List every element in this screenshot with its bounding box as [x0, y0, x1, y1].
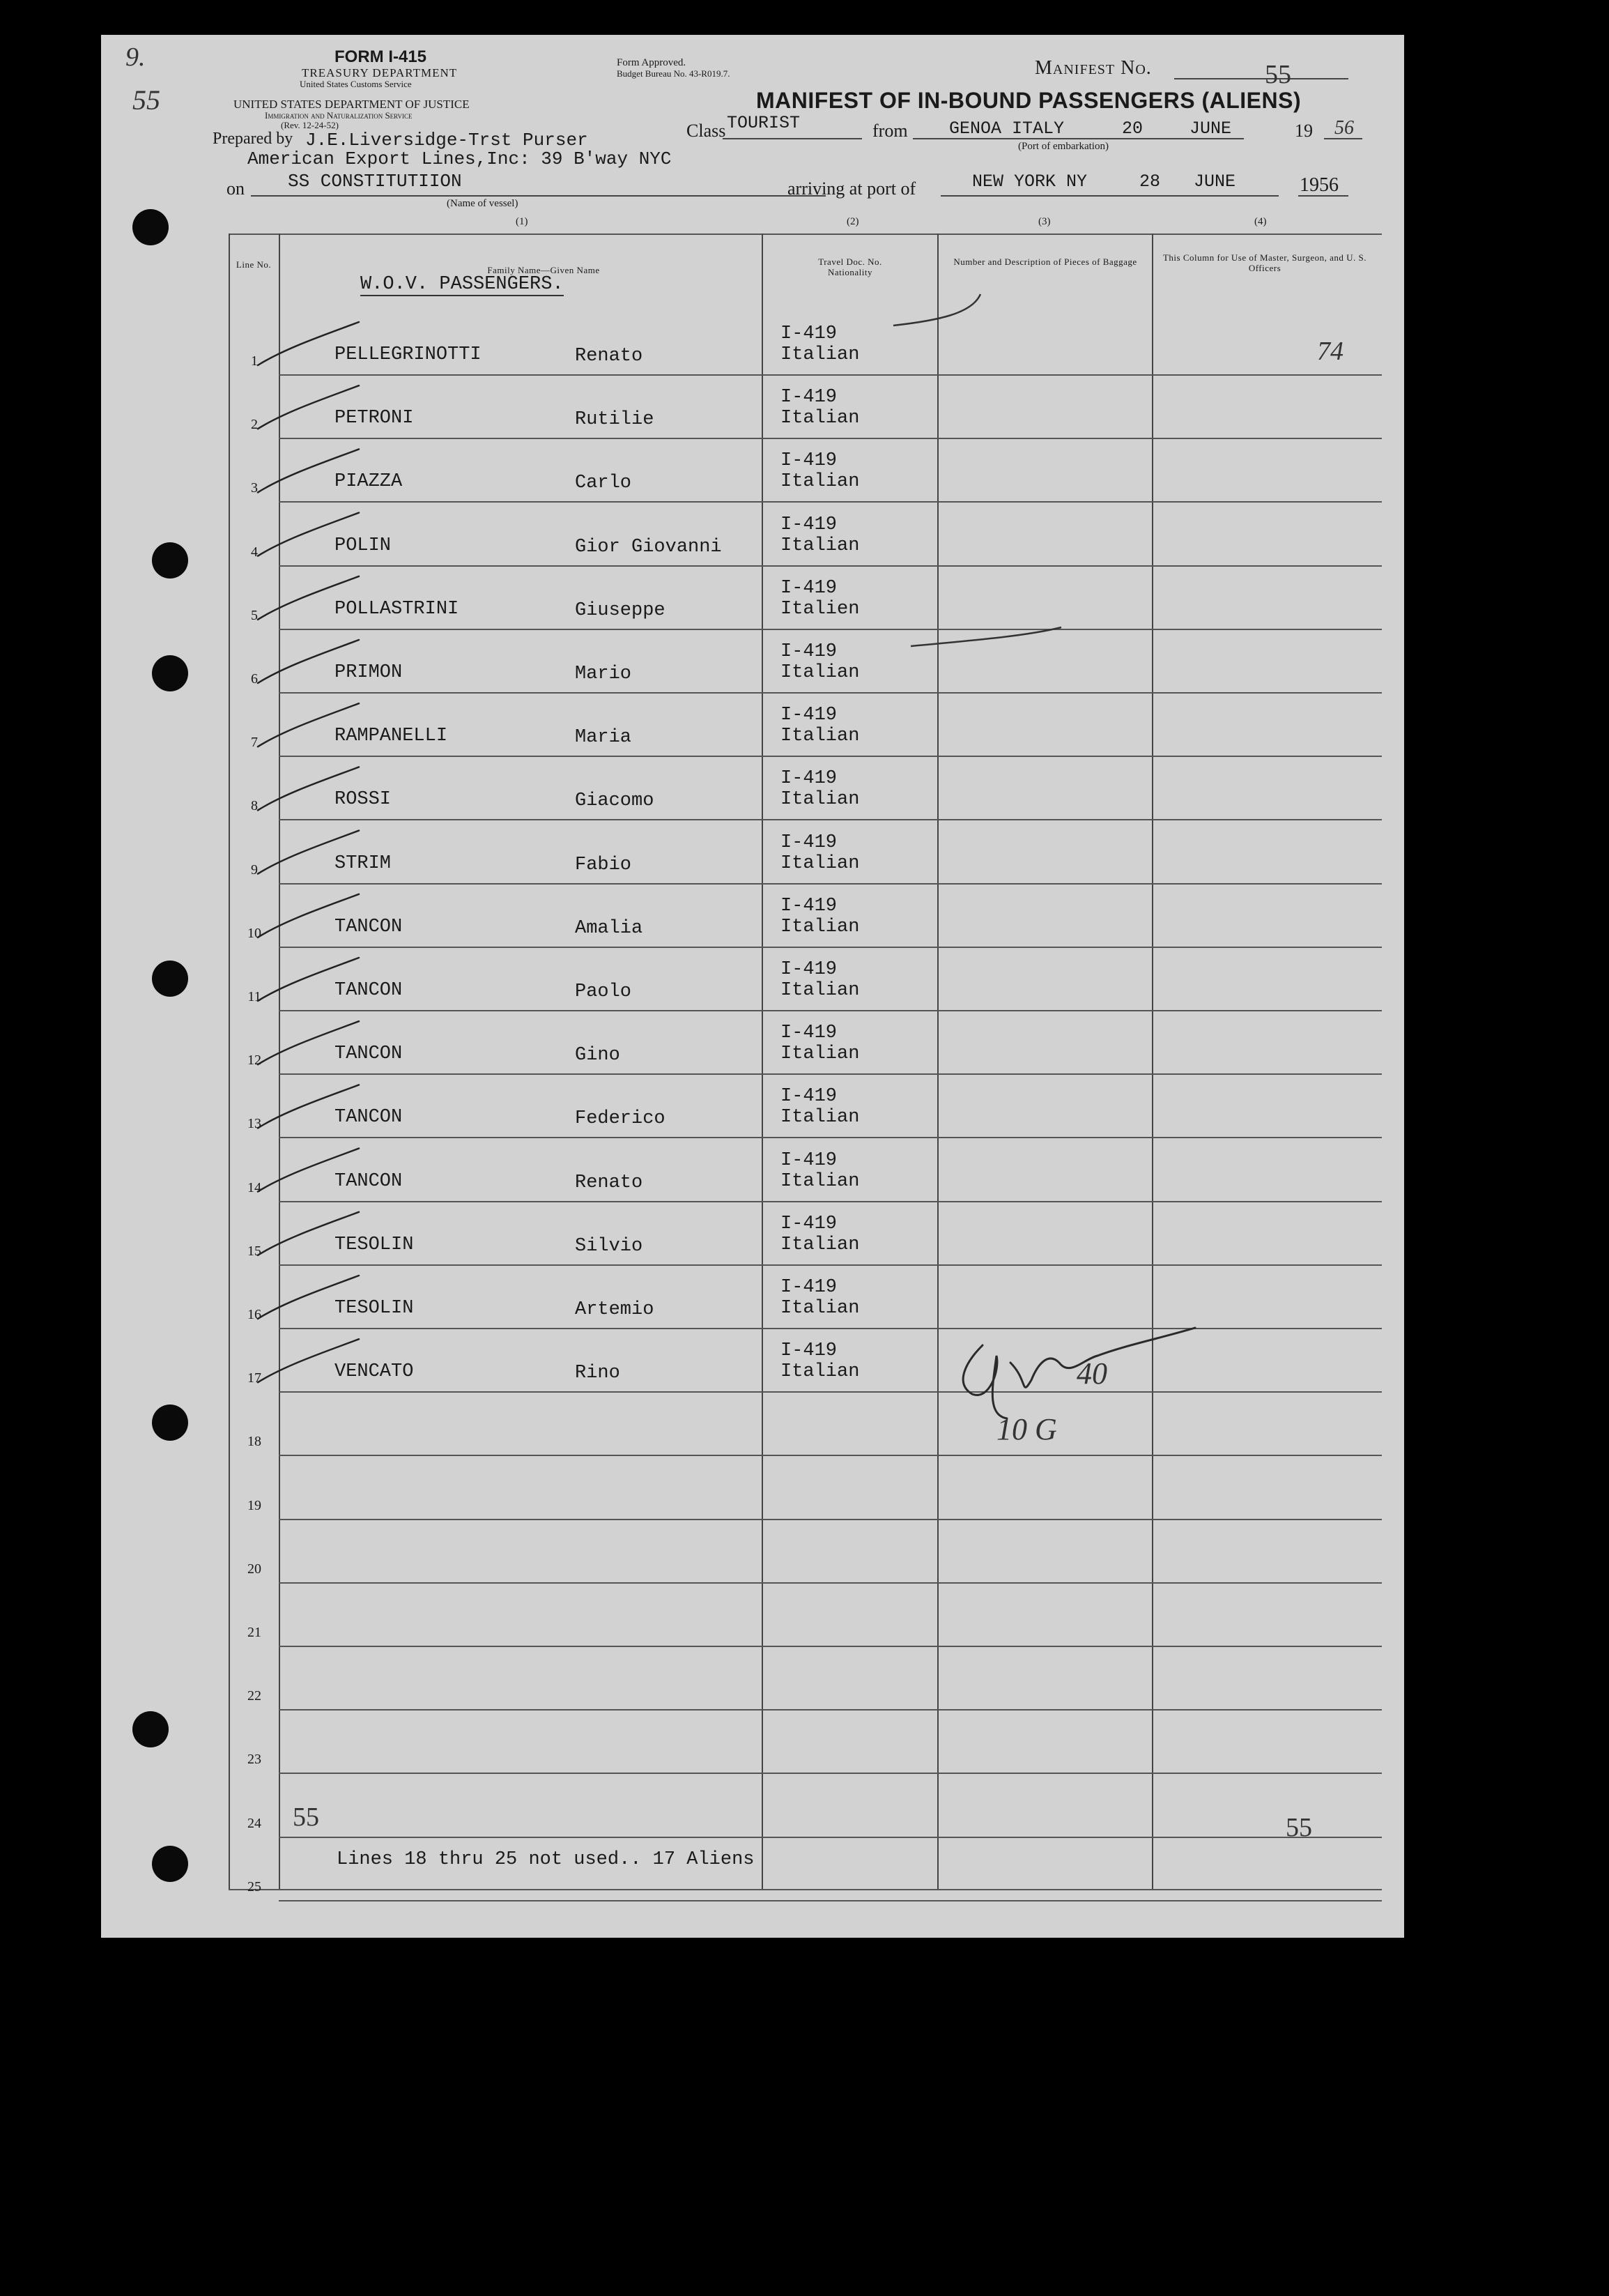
- family-name: TANCON: [334, 1043, 403, 1065]
- margin-mark-55: 55: [132, 84, 160, 116]
- on-label: on: [226, 178, 245, 199]
- year-prefix-1: 19: [1295, 121, 1313, 141]
- family-name: POLLASTRINI: [334, 598, 459, 620]
- given-name: Giacomo: [575, 790, 654, 812]
- given-name: Rino: [575, 1363, 620, 1384]
- col-num-2: (2): [847, 216, 859, 227]
- line-number: 9: [251, 862, 258, 878]
- checkmark: [258, 767, 359, 810]
- nationality: Italian: [780, 408, 860, 429]
- line-number: 17: [247, 1370, 261, 1386]
- nationality: Italian: [780, 980, 860, 1001]
- nationality: Italian: [780, 471, 860, 493]
- prepared-by-value: J.E.Liversidge-Trst Purser: [305, 130, 588, 151]
- given-name: Federico: [575, 1108, 665, 1130]
- family-name: RAMPANELLI: [334, 726, 448, 747]
- budget-bureau: Budget Bureau No. 43-R019.7.: [617, 68, 730, 79]
- header-officers: This Column for Use of Master, Surgeon, and U. S. Officers: [1162, 252, 1367, 273]
- checkmark: [258, 1276, 359, 1319]
- nationality: Italian: [780, 535, 860, 556]
- checkmark: [258, 449, 359, 492]
- binder-hole: [152, 961, 188, 997]
- prepared-by-label: Prepared by: [213, 130, 293, 148]
- travel-doc-number: I-419: [780, 450, 838, 472]
- family-name: TANCON: [334, 916, 403, 937]
- checkmark: [258, 640, 359, 683]
- travel-doc-number: I-419: [780, 1213, 838, 1234]
- binder-hole: [132, 1711, 169, 1747]
- checkmark: [258, 703, 359, 747]
- line-number: 4: [251, 544, 258, 560]
- travel-doc-number: I-419: [780, 1086, 838, 1108]
- family-name: TANCON: [334, 1170, 403, 1192]
- checkmark: [258, 1085, 359, 1128]
- from-label: from: [872, 121, 908, 141]
- line-number: 16: [247, 1307, 261, 1322]
- line-number: 24: [247, 1815, 261, 1831]
- baggage-stroke-row1: [893, 294, 980, 326]
- arrival-year: 1956: [1300, 174, 1339, 196]
- travel-doc-number: I-419: [780, 959, 838, 980]
- customs-service: United States Customs Service: [300, 79, 412, 89]
- nationality: Italian: [780, 1170, 860, 1192]
- manifest-label: Manifest No.: [1035, 57, 1152, 79]
- line-number: 14: [247, 1179, 261, 1195]
- nationality: Italian: [780, 789, 860, 811]
- header-baggage: Number and Description of Pieces of Baggage: [953, 257, 1137, 267]
- checkmark: [258, 322, 359, 365]
- travel-doc-number: I-419: [780, 323, 838, 344]
- given-name: Mario: [575, 664, 632, 684]
- family-name: PETRONI: [334, 408, 414, 429]
- given-name: Artemio: [575, 1299, 654, 1320]
- line-number: 6: [251, 671, 258, 687]
- nationality: Italian: [780, 1107, 860, 1128]
- footer-right-number: 55: [1286, 1813, 1312, 1842]
- checkmark: [258, 1339, 359, 1382]
- line-number: 5: [251, 607, 258, 623]
- line-number: 15: [247, 1243, 261, 1259]
- travel-doc-number: I-419: [780, 895, 838, 917]
- travel-doc-number: I-419: [780, 768, 838, 790]
- given-name: Paolo: [575, 981, 632, 1002]
- family-name: PRIMON: [334, 662, 403, 683]
- line-number: 19: [247, 1497, 261, 1513]
- line-number: 13: [247, 1116, 261, 1132]
- arrival-day: 28: [1139, 171, 1161, 192]
- arrival-port: NEW YORK NY: [972, 171, 1088, 192]
- col-num-3: (3): [1038, 216, 1051, 227]
- year-suffix-1: 56: [1334, 117, 1354, 139]
- family-name: TESOLIN: [334, 1298, 414, 1319]
- given-name: Renato: [575, 346, 643, 367]
- handwritten-40: 40: [1077, 1356, 1107, 1391]
- travel-doc-number: I-419: [780, 705, 838, 726]
- line-number: 12: [247, 1053, 261, 1069]
- col-num-1: (1): [516, 216, 528, 227]
- nationality: Italian: [780, 1298, 860, 1319]
- given-name: Gino: [575, 1045, 620, 1066]
- checkmark: [258, 513, 359, 556]
- given-name: Amalia: [575, 917, 643, 939]
- line-number: 10: [247, 925, 261, 941]
- port-embarkation-note: (Port of embarkation): [1018, 141, 1109, 152]
- binder-hole: [152, 1405, 188, 1441]
- family-name: PELLEGRINOTTI: [334, 344, 482, 365]
- col-num-4: (4): [1254, 216, 1267, 227]
- officer-note: 74: [1317, 337, 1344, 366]
- family-name: VENCATO: [334, 1361, 414, 1383]
- travel-doc-number: I-419: [780, 514, 838, 535]
- checkmark: [258, 1021, 359, 1064]
- handwritten-10g: 10 G: [996, 1412, 1057, 1446]
- vessel-note: (Name of vessel): [447, 198, 518, 209]
- company-value: American Export Lines,Inc: 39 B'way NYC: [247, 148, 672, 169]
- given-name: Giuseppe: [575, 599, 665, 621]
- family-name: POLIN: [334, 535, 392, 556]
- line-number: 8: [251, 798, 258, 814]
- treasury-department: TREASURY DEPARTMENT: [302, 66, 458, 79]
- nationality: Italian: [780, 852, 860, 874]
- travel-doc-number: I-419: [780, 1023, 838, 1044]
- form-revision: (Rev. 12-24-52): [281, 120, 339, 130]
- binder-hole: [132, 209, 169, 245]
- nationality: Italian: [780, 662, 860, 683]
- family-name: ROSSI: [334, 789, 392, 811]
- nationality: Italian: [780, 1361, 860, 1383]
- header-line-no: Line No.: [236, 259, 272, 270]
- signature-scribble: [963, 1328, 1195, 1418]
- given-name: Rutilie: [575, 409, 654, 431]
- nationality: Italian: [780, 1234, 860, 1255]
- line-number: 21: [247, 1625, 261, 1640]
- departure-month: JUNE: [1190, 118, 1232, 139]
- footer-left-number: 55: [293, 1803, 319, 1832]
- family-name: TESOLIN: [334, 1234, 414, 1255]
- class-value: TOURIST: [727, 113, 801, 133]
- form-approved: Form Approved.: [617, 57, 686, 68]
- from-value: GENOA ITALY: [949, 118, 1065, 139]
- given-name: Gior Giovanni: [575, 536, 722, 558]
- family-name: TANCON: [334, 1107, 403, 1128]
- vessel-name: SS CONSTITUTIION: [288, 171, 462, 192]
- given-name: Fabio: [575, 854, 632, 875]
- departure-day: 20: [1122, 118, 1144, 139]
- arriving-label: arriving at port of: [787, 178, 916, 199]
- travel-doc-number: I-419: [780, 832, 838, 853]
- line-number: 23: [247, 1752, 261, 1768]
- header-travel-doc: Travel Doc. No. Nationality: [818, 257, 882, 277]
- line-number: 25: [247, 1878, 261, 1895]
- section-title: W.O.V. PASSENGERS.: [360, 274, 564, 295]
- form-number: FORM I-415: [334, 47, 427, 66]
- justice-department: UNITED STATES DEPARTMENT OF JUSTICE: [233, 98, 470, 111]
- checkmark: [258, 958, 359, 1001]
- class-label: Class: [686, 121, 726, 141]
- footer-note: Lines 18 thru 25 not used.. 17 Aliens: [337, 1849, 755, 1870]
- binder-hole: [152, 655, 188, 691]
- family-name: TANCON: [334, 980, 403, 1001]
- manifest-title: MANIFEST OF IN-BOUND PASSENGERS (ALIENS): [756, 88, 1302, 113]
- given-name: Silvio: [575, 1235, 643, 1257]
- given-name: Maria: [575, 727, 632, 749]
- given-name: Carlo: [575, 473, 632, 494]
- checkmark: [258, 576, 359, 620]
- nationality: Italien: [780, 598, 860, 620]
- binder-hole: [152, 542, 188, 579]
- checkmark: [258, 831, 359, 874]
- travel-doc-number: I-419: [780, 577, 838, 599]
- arrival-month: JUNE: [1194, 171, 1236, 192]
- nationality: Italian: [780, 916, 860, 937]
- travel-doc-number: I-419: [780, 387, 838, 408]
- line-number: 1: [251, 353, 258, 369]
- binder-hole: [152, 1846, 188, 1882]
- nationality: Italian: [780, 344, 860, 365]
- line-number: 20: [247, 1561, 261, 1577]
- header-family-name: Family Name—Given Name: [487, 265, 600, 275]
- line-number: 2: [251, 417, 258, 433]
- checkmark: [258, 1212, 359, 1255]
- family-name: STRIM: [334, 852, 392, 874]
- line-number: 18: [247, 1434, 261, 1450]
- travel-doc-number: I-419: [780, 1277, 838, 1298]
- family-name: PIAZZA: [334, 471, 403, 493]
- checkmark: [258, 385, 359, 429]
- manifest-number: 55: [1265, 60, 1291, 89]
- line-number: 22: [247, 1688, 261, 1704]
- margin-mark-9: 9.: [125, 43, 146, 72]
- line-number: 7: [251, 735, 258, 751]
- line-number: 11: [247, 989, 261, 1004]
- travel-doc-number: I-419: [780, 1340, 838, 1362]
- travel-doc-number: I-419: [780, 641, 838, 662]
- pen-checkmarks: [101, 35, 1404, 1938]
- travel-doc-number: I-419: [780, 1149, 838, 1171]
- baggage-stroke-row6: [911, 627, 1061, 646]
- nationality: Italian: [780, 726, 860, 747]
- checkmark: [258, 894, 359, 937]
- ins-service: Immigration and Naturalization Service: [265, 110, 413, 121]
- nationality: Italian: [780, 1043, 860, 1065]
- manifest-page: [101, 35, 1404, 1938]
- line-number: 3: [251, 480, 258, 496]
- checkmark: [258, 1149, 359, 1192]
- given-name: Renato: [575, 1172, 643, 1193]
